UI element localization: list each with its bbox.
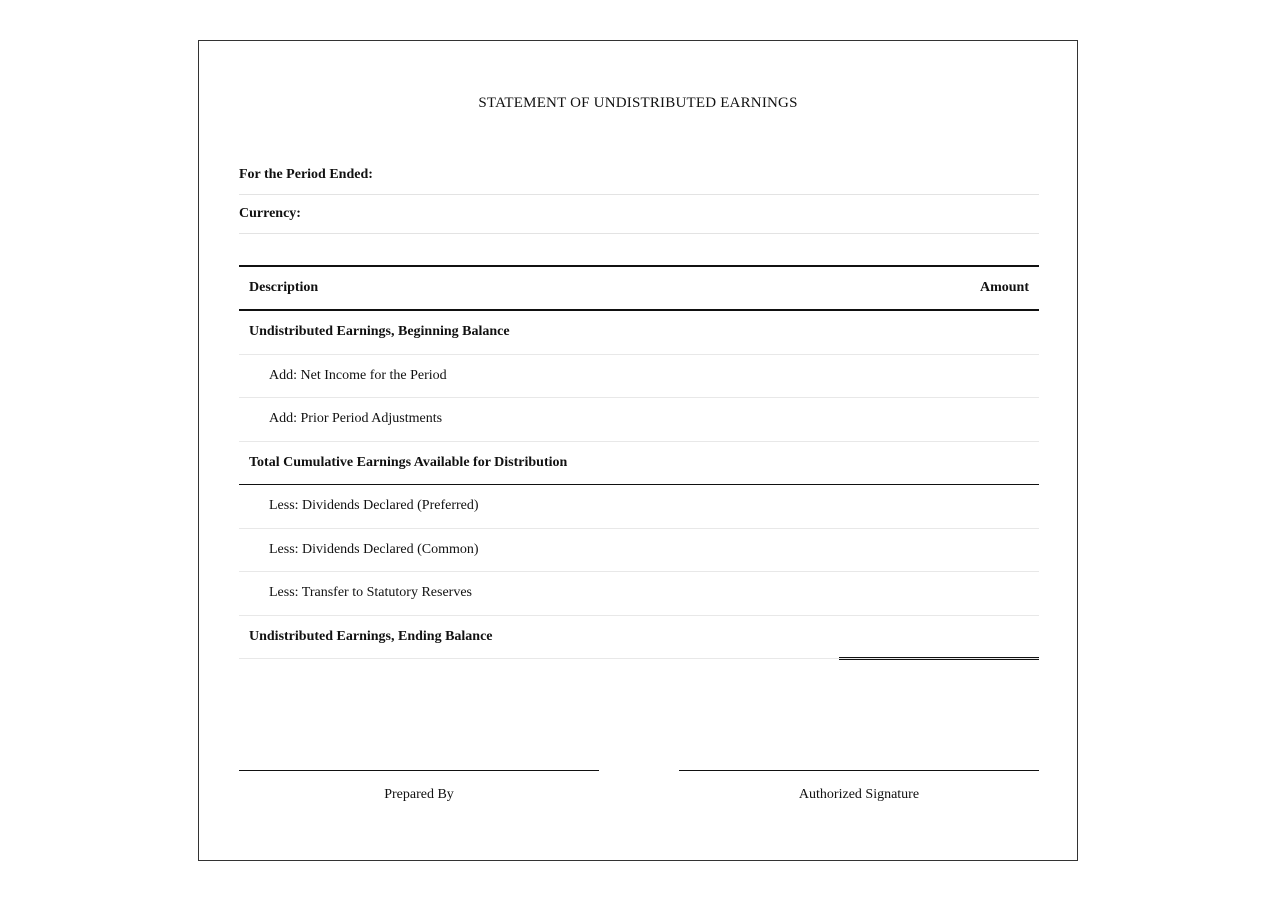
currency-label: Currency: (239, 206, 301, 221)
prepared-by-signature (239, 770, 599, 803)
document-title: STATEMENT OF UNDISTRIBUTED EARNINGS (478, 95, 798, 111)
signature-line (679, 770, 1039, 771)
table-row (239, 355, 1039, 399)
period-label: For the Period Ended: (239, 167, 373, 182)
signature-line (239, 770, 599, 771)
double-underline (839, 657, 1039, 660)
row-description: Less: Dividends Declared (Preferred) (269, 498, 479, 514)
authorized-signature (679, 770, 1039, 803)
table-header (239, 265, 1039, 311)
row-description: Add: Net Income for the Period (269, 367, 447, 383)
table-row (239, 311, 1039, 355)
description-header: Description (249, 280, 319, 295)
authorized-signature-label: Authorized Signature (798, 787, 920, 802)
earnings-table (239, 265, 1039, 659)
statement-meta (239, 156, 1039, 234)
row-description: Less: Dividends Declared (Common) (269, 541, 479, 557)
table-row (239, 529, 1039, 573)
table-row-total (239, 442, 1039, 486)
table-row (239, 485, 1039, 529)
row-description: Total Cumulative Earnings Available for Distribution (249, 454, 568, 470)
row-description: Less: Transfer to Statutory Reserves (269, 585, 472, 601)
table-row (239, 572, 1039, 616)
row-description: Add: Prior Period Adjustments (269, 411, 443, 427)
row-description: Undistributed Earnings, Ending Balance (249, 628, 493, 644)
amount-header: Amount (979, 280, 1029, 295)
table-row-ending-balance (239, 616, 1039, 660)
currency-row (239, 195, 1039, 234)
table-row (239, 398, 1039, 442)
statement-page (198, 40, 1078, 861)
period-row (239, 156, 1039, 195)
prepared-by-label: Prepared By (384, 787, 454, 802)
row-description: Undistributed Earnings, Beginning Balance (249, 324, 510, 340)
